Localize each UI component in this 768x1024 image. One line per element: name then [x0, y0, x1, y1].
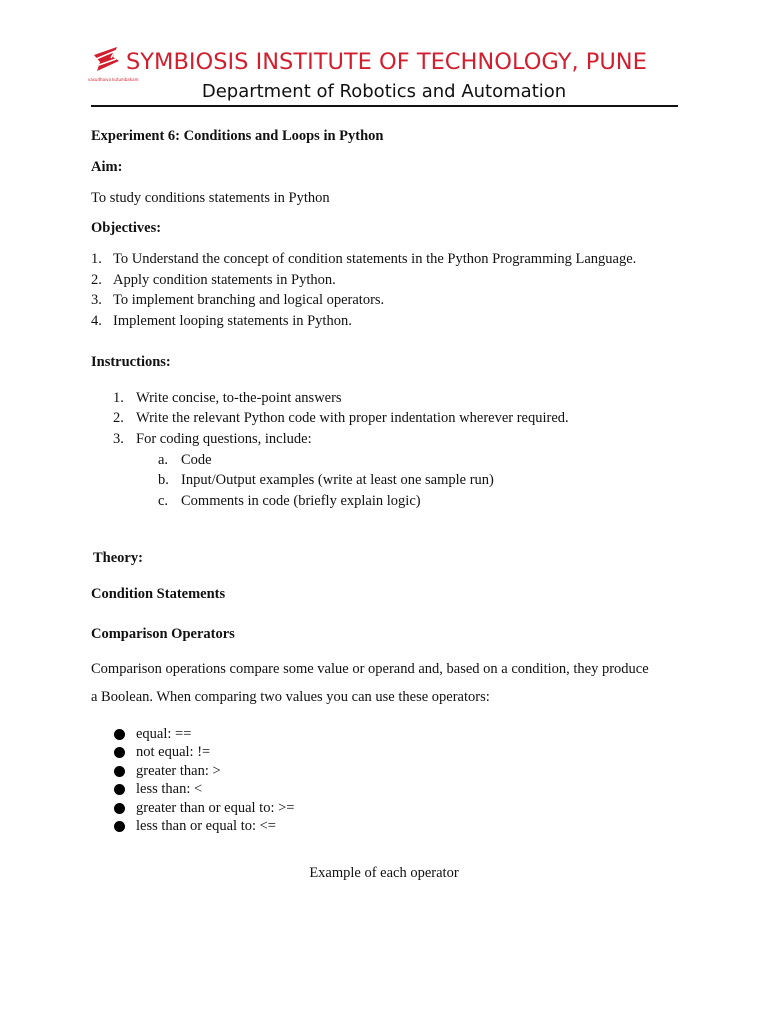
subsection-heading: Comparison Operators [91, 626, 235, 642]
sublist-item-letter: a. [158, 452, 169, 468]
section-heading: Condition Statements [91, 586, 226, 602]
list-item-number: 3. [91, 292, 102, 308]
bullet-icon [114, 766, 125, 777]
sublist-item: Input/Output examples (write at least one sample run) [181, 472, 494, 488]
bullet-icon [114, 821, 125, 832]
list-item: Implement looping statements in Python. [113, 313, 352, 329]
list-item: Write the relevant Python code with proper indentation wherever required. [136, 410, 569, 426]
list-item: equal: == [136, 726, 192, 742]
example-caption: Example of each operator [309, 865, 459, 881]
symbiosis-logo-icon [91, 45, 121, 81]
bullet-icon [114, 729, 125, 740]
sublist-item: Comments in code (briefly explain logic) [181, 493, 421, 509]
list-item-number: 1. [113, 390, 124, 406]
bullet-icon [114, 784, 125, 795]
list-item: To Understand the concept of condition statements in the Python Programming Language. [113, 251, 637, 267]
institute-name: SYMBIOSIS INSTITUTE OF TECHNOLOGY, PUNE [126, 49, 647, 75]
list-item: less than: < [136, 781, 203, 797]
experiment-title: Experiment 6: Conditions and Loops in Python [91, 128, 384, 144]
list-item-number: 1. [91, 251, 102, 267]
list-item-number: 2. [91, 272, 102, 288]
objectives-heading: Objectives: [91, 220, 162, 236]
list-item-number: 4. [91, 313, 102, 329]
aim-text: To study conditions statements in Python [91, 190, 330, 206]
list-item: greater than or equal to: >= [136, 800, 295, 816]
list-item: greater than: > [136, 763, 221, 779]
paragraph-line: Comparison operations compare some value or operand and, based on a condition, they produce [91, 661, 649, 677]
list-item: not equal: != [136, 744, 211, 760]
department-name: Department of Robotics and Automation [201, 81, 567, 102]
header-divider [91, 105, 678, 107]
list-item: To implement branching and logical operators. [113, 292, 385, 308]
bullet-icon [114, 803, 125, 814]
list-item: For coding questions, include: [136, 431, 312, 447]
list-item: Write concise, to-the-point answers [136, 390, 342, 406]
list-item: less than or equal to: <= [136, 818, 276, 834]
aim-heading: Aim: [91, 159, 123, 175]
logo-caption: vasudhaiva kutumbakam [88, 77, 139, 82]
paragraph-line: a Boolean. When comparing two values you can use these operators: [91, 689, 490, 705]
sublist-item-letter: c. [158, 493, 169, 509]
list-item-number: 2. [113, 410, 124, 426]
list-item-number: 3. [113, 431, 124, 447]
sublist-item-letter: b. [158, 472, 169, 488]
instructions-heading: Instructions: [91, 354, 171, 370]
sublist-item: Code [181, 452, 212, 468]
list-item: Apply condition statements in Python. [113, 272, 336, 288]
theory-heading: Theory: [93, 550, 143, 566]
bullet-icon [114, 747, 125, 758]
